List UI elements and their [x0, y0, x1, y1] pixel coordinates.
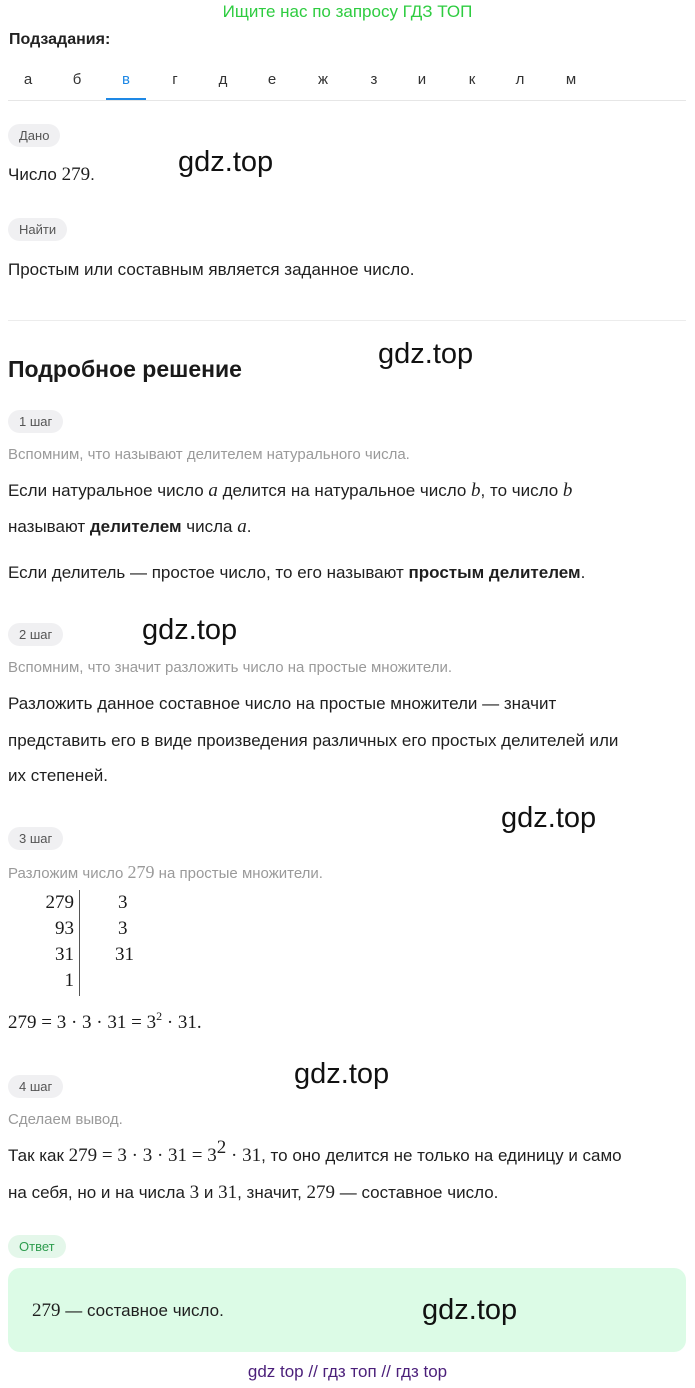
given-prefix: Число: [8, 165, 62, 184]
step4-chip: 4 шаг: [8, 1075, 63, 1098]
var-b: b: [562, 480, 573, 501]
watermark: gdz.top: [142, 614, 238, 646]
math-fragment: · 31: [226, 1145, 262, 1166]
text-fragment: называют: [8, 517, 90, 536]
text-fragment: на себя, но и на числа: [8, 1183, 190, 1202]
footer-links: [0, 1362, 695, 1382]
footer-link[interactable]: гдз top: [395, 1362, 448, 1381]
divisor-3: 3: [118, 918, 128, 939]
text-fragment: и: [199, 1183, 219, 1202]
given-number: 279: [61, 164, 91, 185]
hint-number: 279: [127, 862, 155, 882]
math-fragment: 279 = 3 · 3 · 31 = 3: [68, 1145, 217, 1166]
given-suffix: .: [90, 165, 95, 184]
factorization-result: [8, 1009, 202, 1034]
footer-separator: //: [308, 1362, 318, 1381]
divisor-3: 3: [118, 892, 128, 913]
tab-z[interactable]: з: [370, 71, 378, 88]
text-fragment: числа: [181, 517, 238, 536]
answer-chip: Ответ: [8, 1235, 66, 1258]
answer-text: [32, 1300, 224, 1322]
bold-term: простым делителем: [408, 563, 581, 582]
step3-hint: [8, 862, 323, 883]
search-banner: Ищите нас по запросу ГДЗ ТОП: [222, 2, 473, 21]
dividend-1: 1: [64, 970, 74, 991]
exponent: 2: [156, 1009, 163, 1023]
tab-a[interactable]: а: [23, 71, 33, 88]
step1-line3: [8, 563, 585, 583]
text-fragment: , то оно делится не только на единицу и само: [261, 1146, 622, 1165]
factorization-table: [8, 888, 168, 998]
text-fragment: — составное число.: [335, 1183, 499, 1202]
step1-line2: [8, 516, 251, 538]
given-chip: Дано: [8, 124, 60, 147]
var-a: a: [208, 480, 218, 501]
step2-line2: представить его в виде произведения различных его простых делителей или: [8, 731, 619, 750]
math-fragment: · 31.: [162, 1012, 202, 1033]
text-fragment: .: [580, 563, 586, 582]
watermark: gdz.top: [178, 146, 274, 178]
dividend-93: 93: [55, 918, 74, 939]
text-fragment: .: [246, 517, 252, 536]
text-fragment: — составное число.: [60, 1301, 224, 1320]
tab-e[interactable]: е: [267, 71, 277, 88]
find-chip: Найти: [8, 218, 67, 241]
text-fragment: Так как: [8, 1146, 69, 1165]
math-fragment: 3: [189, 1182, 200, 1203]
watermark: gdz.top: [501, 802, 597, 834]
step2-line3: их степеней.: [8, 766, 108, 785]
text-fragment: Разложим число: [8, 865, 128, 882]
tab-k[interactable]: к: [468, 71, 476, 88]
text-fragment: на простые множители.: [154, 865, 323, 882]
subtasks-title: Подзадания:: [9, 31, 111, 48]
footer-link[interactable]: гдз топ: [322, 1362, 377, 1381]
footer-separator: //: [381, 1362, 391, 1381]
division-line: [79, 890, 80, 996]
step2-line1: Разложить данное составное число на простые множители — значит: [8, 694, 557, 713]
text-fragment: , то число: [480, 481, 563, 500]
text-fragment: делится на натуральное число: [217, 481, 472, 500]
step4-line2: [8, 1182, 498, 1204]
dividend-31: 31: [55, 944, 74, 965]
var-b: b: [471, 480, 481, 501]
divisor-31: 31: [115, 944, 134, 965]
text-fragment: , значит,: [237, 1183, 307, 1202]
tab-v[interactable]: в: [106, 64, 146, 100]
tab-l[interactable]: л: [515, 71, 525, 88]
tab-i[interactable]: и: [417, 71, 427, 88]
tab-zh[interactable]: ж: [317, 71, 329, 88]
subtask-tabs: [8, 64, 686, 101]
dividend-279: 279: [45, 892, 74, 913]
step4-hint: Сделаем вывод.: [8, 1111, 123, 1128]
given-text: [8, 164, 95, 186]
bold-term: делителем: [89, 517, 182, 536]
footer-link[interactable]: gdz top: [247, 1362, 304, 1381]
text-fragment: Если делитель — простое число, то его называют: [8, 563, 409, 582]
find-text: Простым или составным является заданное число.: [8, 260, 415, 279]
divider: [8, 320, 686, 321]
watermark: gdz.top: [294, 1058, 390, 1090]
math-fragment: 279 = 3 · 3 · 31 = 3: [8, 1012, 157, 1033]
answer-number: 279: [32, 1300, 61, 1321]
step2-hint: Вспомним, что значит разложить число на простые множители.: [8, 659, 453, 676]
math-fragment: 279: [306, 1182, 336, 1203]
tab-d[interactable]: д: [218, 71, 228, 88]
text-fragment: Если натуральное число: [8, 481, 209, 500]
step1-chip: 1 шаг: [8, 410, 63, 433]
step1-hint: Вспомним, что называют делителем натурального числа.: [8, 446, 410, 463]
step4-line1: [8, 1137, 622, 1167]
step3-chip: 3 шаг: [8, 827, 63, 850]
math-fragment: 31: [218, 1182, 238, 1203]
step2-chip: 2 шаг: [8, 623, 63, 646]
step1-line1: [8, 480, 572, 502]
tab-g[interactable]: г: [172, 71, 178, 88]
var-a: a: [237, 516, 247, 537]
watermark: gdz.top: [378, 338, 474, 370]
solution-title: Подробное решение: [8, 356, 242, 382]
tab-b[interactable]: б: [72, 71, 82, 88]
exponent: 2: [216, 1137, 227, 1158]
watermark: gdz.top: [422, 1294, 518, 1326]
tab-m[interactable]: м: [565, 71, 577, 88]
